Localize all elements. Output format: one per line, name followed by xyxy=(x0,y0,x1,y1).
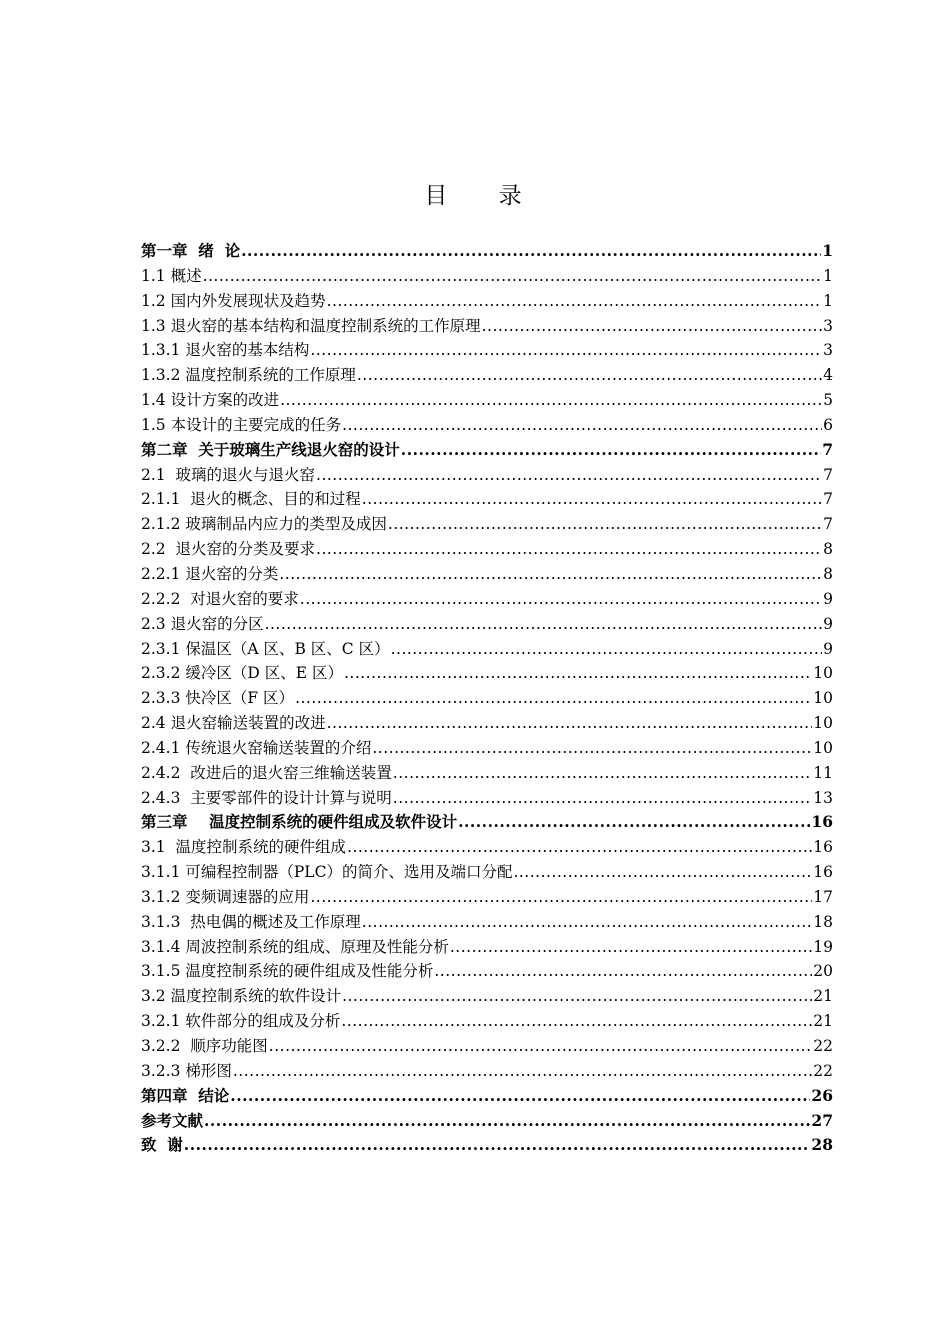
toc-entry-page-number: 1 xyxy=(822,241,833,260)
toc-section-entry[interactable] xyxy=(141,711,833,736)
toc-entry-title: 致 谢 xyxy=(141,1135,183,1155)
toc-dot-leader xyxy=(233,1059,812,1084)
toc-entry-title: 2.3.3 快冷区（F 区） xyxy=(141,689,295,708)
toc-entry-page-number: 20 xyxy=(813,962,833,981)
toc-section-entry[interactable] xyxy=(141,761,833,786)
toc-entry-title: 第一章 绪 论 xyxy=(141,241,241,260)
toc-entry-page-number: 1 xyxy=(823,266,833,285)
toc-dot-leader xyxy=(401,438,821,463)
toc-dot-leader xyxy=(327,289,823,314)
toc-entry-page-number: 27 xyxy=(811,1110,833,1130)
toc-section-entry[interactable] xyxy=(141,1034,833,1059)
toc-entry-page-number: 3 xyxy=(823,316,833,335)
toc-section-entry[interactable] xyxy=(141,637,833,662)
toc-entry-title: 3.1.3 热电偶的概述及工作原理 xyxy=(141,912,361,931)
toc-section-entry[interactable] xyxy=(141,612,833,637)
toc-entry-title: 1.2 国内外发展现状及趋势 xyxy=(141,291,326,310)
toc-entry-title: 参考文献 xyxy=(141,1110,204,1130)
toc-section-entry[interactable] xyxy=(141,512,833,537)
toc-entry-page-number: 26 xyxy=(811,1085,833,1105)
toc-section-entry[interactable] xyxy=(141,413,833,438)
toc-entry-page-number: 21 xyxy=(813,987,833,1006)
toc-dot-leader xyxy=(388,512,822,537)
toc-entry-page-number: 21 xyxy=(813,1012,833,1031)
toc-section-entry[interactable] xyxy=(141,289,833,314)
toc-entry-title: 2.4.2 改进后的退火窑三维输送装置 xyxy=(141,763,392,782)
toc-dot-leader xyxy=(327,711,813,736)
toc-dot-leader xyxy=(342,413,822,438)
toc-chapter-entry[interactable] xyxy=(141,1133,833,1158)
toc-section-entry[interactable] xyxy=(141,487,833,512)
toc-entry-page-number: 19 xyxy=(813,937,833,956)
toc-dot-leader xyxy=(344,661,812,686)
toc-entry-title: 2.3.1 保温区（A 区、B 区、C 区） xyxy=(141,639,390,658)
toc-section-entry[interactable] xyxy=(141,786,833,811)
toc-entry-page-number: 7 xyxy=(823,515,833,534)
toc-entry-page-number: 1 xyxy=(823,291,833,310)
toc-entry-title: 3.1 温度控制系统的硬件组成 xyxy=(141,838,347,857)
toc-entry-page-number: 10 xyxy=(813,714,833,733)
toc-dot-leader xyxy=(393,786,812,811)
toc-entry-page-number: 7 xyxy=(823,490,833,509)
toc-section-entry[interactable] xyxy=(141,835,833,860)
toc-dot-leader xyxy=(269,1034,812,1059)
toc-dot-leader xyxy=(391,637,823,662)
toc-section-entry[interactable] xyxy=(141,885,833,910)
toc-entry-page-number: 10 xyxy=(813,664,833,683)
toc-dot-leader xyxy=(341,1009,812,1034)
toc-entry-title: 2.1 玻璃的退火与退火窑 xyxy=(141,465,316,484)
toc-dot-leader xyxy=(279,562,822,587)
toc-entry-title: 2.4 退火窑输送装置的改进 xyxy=(141,714,326,733)
toc-entry-title: 第二章 关于玻璃生产线退火窑的设计 xyxy=(141,439,400,459)
toc-section-entry[interactable] xyxy=(141,562,833,587)
toc-entry-page-number: 3 xyxy=(823,341,833,360)
toc-chapter-entry[interactable] xyxy=(141,239,833,264)
toc-section-entry[interactable] xyxy=(141,984,833,1009)
toc-entry-page-number: 9 xyxy=(823,639,833,658)
toc-section-entry[interactable] xyxy=(141,1059,833,1084)
toc-entry-page-number: 16 xyxy=(813,863,833,882)
toc-dot-leader xyxy=(513,860,812,885)
toc-dot-leader xyxy=(450,935,812,960)
toc-entry-title: 1.4 设计方案的改进 xyxy=(141,391,280,410)
toc-entry-page-number: 7 xyxy=(823,465,833,484)
toc-entry-title: 2.2.2 对退火窑的要求 xyxy=(141,589,299,608)
toc-dot-leader xyxy=(482,314,823,339)
toc-entry-title: 1.3.1 退火窑的基本结构 xyxy=(141,341,310,360)
toc-entry-title: 第四章 结论 xyxy=(141,1085,230,1105)
toc-section-entry[interactable] xyxy=(141,363,833,388)
toc-entry-title: 2.1.2 玻璃制品内应力的类型及成因 xyxy=(141,515,387,534)
toc-dot-leader xyxy=(265,612,823,637)
toc-entry-title: 2.2.1 退火窑的分类 xyxy=(141,564,279,583)
toc-chapter-entry[interactable] xyxy=(141,438,833,463)
toc-dot-leader xyxy=(372,736,812,761)
toc-entry-title: 2.2 退火窑的分类及要求 xyxy=(141,540,316,559)
toc-dot-leader xyxy=(310,338,822,363)
toc-entry-page-number: 28 xyxy=(811,1135,833,1155)
toc-entry-page-number: 22 xyxy=(813,1037,833,1055)
toc-chapter-entry[interactable] xyxy=(141,1084,833,1109)
toc-dot-leader xyxy=(342,984,812,1009)
toc-dot-leader xyxy=(280,388,822,413)
toc-dot-leader xyxy=(362,487,822,512)
toc-section-entry[interactable] xyxy=(141,537,833,562)
toc-section-entry[interactable] xyxy=(141,910,833,935)
toc-entry-title: 3.2.2 顺序功能图 xyxy=(141,1037,268,1055)
toc-section-entry[interactable] xyxy=(141,314,833,339)
toc-entry-title: 第三章 温度控制系统的硬件组成及软件设计 xyxy=(141,812,458,832)
toc-entry-page-number: 8 xyxy=(823,540,833,559)
toc-dot-leader xyxy=(316,537,822,562)
toc-dot-leader xyxy=(230,1084,810,1109)
toc-entry-title: 1.3 退火窑的基本结构和温度控制系统的工作原理 xyxy=(141,316,481,335)
toc-entry-page-number: 18 xyxy=(813,912,833,931)
toc-dot-leader xyxy=(347,835,812,860)
toc-entry-page-number: 13 xyxy=(813,788,833,807)
toc-dot-leader xyxy=(241,239,821,264)
toc-dot-leader xyxy=(204,1109,810,1134)
toc-entry-page-number: 17 xyxy=(813,887,833,906)
toc-section-entry[interactable] xyxy=(141,959,833,984)
toc-dot-leader xyxy=(203,264,823,289)
toc-entry-title: 3.1.2 变频调速器的应用 xyxy=(141,887,310,906)
toc-entry-page-number: 10 xyxy=(813,689,833,708)
toc-entry-title: 2.3.2 缓冷区（D 区、E 区） xyxy=(141,664,343,683)
toc-section-entry[interactable] xyxy=(141,388,833,413)
toc-section-entry[interactable] xyxy=(141,686,833,711)
toc-entry-title: 1.1 概述 xyxy=(141,266,202,285)
toc-entry-title: 1.3.2 温度控制系统的工作原理 xyxy=(141,366,356,385)
toc-entry-title: 1.5 本设计的主要完成的任务 xyxy=(141,415,342,434)
toc-entry-title: 3.2.3 梯形图 xyxy=(141,1061,232,1080)
toc-dot-leader xyxy=(362,910,812,935)
toc-entry-title: 2.3 退火窑的分区 xyxy=(141,614,264,633)
toc-dot-leader xyxy=(393,761,812,786)
toc-section-entry[interactable] xyxy=(141,463,833,488)
toc-section-entry[interactable] xyxy=(141,587,833,612)
toc-dot-leader xyxy=(310,885,812,910)
toc-section-entry[interactable] xyxy=(141,860,833,885)
toc-entry-page-number: 22 xyxy=(813,1061,833,1080)
toc-section-entry[interactable] xyxy=(141,736,833,761)
toc-section-entry[interactable] xyxy=(141,264,833,289)
toc-dot-leader xyxy=(357,363,822,388)
toc-entry-page-number: 9 xyxy=(823,614,833,633)
toc-entry-page-number: 5 xyxy=(823,391,833,410)
toc-entry-title: 2.1.1 退火的概念、目的和过程 xyxy=(141,490,361,509)
toc-list xyxy=(141,239,833,1158)
toc-dot-leader xyxy=(316,463,822,488)
toc-entry-page-number: 11 xyxy=(813,763,833,782)
toc-entry-title: 3.1.1 可编程控制器（PLC）的简介、选用及端口分配 xyxy=(141,863,513,882)
toc-entry-title: 3.1.5 温度控制系统的硬件组成及性能分析 xyxy=(141,962,434,981)
toc-dot-leader xyxy=(300,587,822,612)
toc-entry-title: 3.1.4 周波控制系统的组成、原理及性能分析 xyxy=(141,937,449,956)
toc-section-entry[interactable] xyxy=(141,338,833,363)
toc-title: 目 录 xyxy=(424,183,544,209)
toc-entry-page-number: 16 xyxy=(813,838,833,857)
toc-entry-page-number: 9 xyxy=(823,589,833,608)
toc-chapter-entry[interactable] xyxy=(141,810,833,835)
toc-entry-page-number: 6 xyxy=(823,415,833,434)
toc-entry-page-number: 10 xyxy=(813,738,833,757)
toc-section-entry[interactable] xyxy=(141,661,833,686)
toc-entry-title: 3.2.1 软件部分的组成及分析 xyxy=(141,1012,341,1031)
toc-dot-leader xyxy=(184,1133,811,1158)
toc-section-entry[interactable] xyxy=(141,935,833,960)
toc-entry-title: 2.4.3 主要零部件的设计计算与说明 xyxy=(141,788,392,807)
toc-entry-page-number: 7 xyxy=(822,439,833,459)
toc-entry-page-number: 4 xyxy=(823,366,833,385)
toc-entry-title: 3.2 温度控制系统的软件设计 xyxy=(141,987,342,1006)
toc-dot-leader xyxy=(434,959,812,984)
toc-section-entry[interactable] xyxy=(141,1009,833,1034)
toc-chapter-entry[interactable] xyxy=(141,1109,833,1134)
toc-entry-page-number: 16 xyxy=(811,812,833,832)
toc-entry-page-number: 8 xyxy=(823,564,833,583)
toc-dot-leader xyxy=(458,810,810,835)
toc-entry-title: 2.4.1 传统退火窑输送装置的介绍 xyxy=(141,738,372,757)
toc-dot-leader xyxy=(295,686,812,711)
